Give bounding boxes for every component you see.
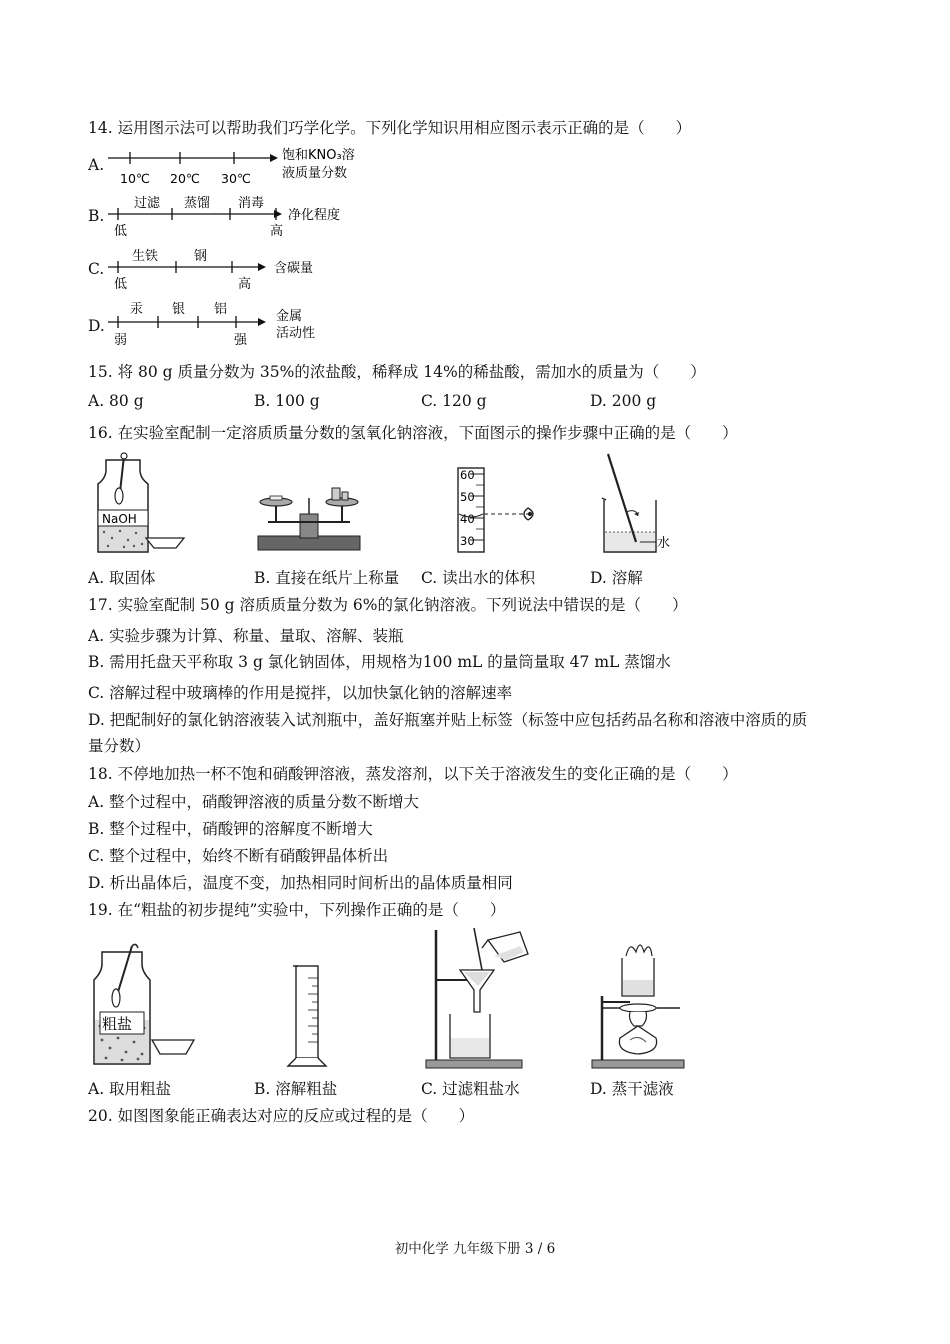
q16-caption-a: A. 取固体 — [88, 569, 156, 587]
q16-caption-c: C. 读出水的体积 — [421, 569, 536, 587]
q14-d-label-silver: 银 — [172, 302, 186, 317]
q14-a-tick-30: 30℃ — [221, 171, 251, 186]
q19-a-bottle-label: 粗盐 — [102, 1015, 133, 1033]
page-footer: 初中化学 九年级下册 3 / 6 — [394, 1241, 556, 1257]
q14-a-tick-20: 20℃ — [170, 171, 200, 186]
q16-c-cylinder-image — [440, 464, 560, 556]
q19-caption-d: D. 蒸干滤液 — [590, 1080, 674, 1098]
q14-option-b-letter: B. — [88, 207, 105, 225]
q14-a-end-label-2: 液质量分数 — [282, 166, 348, 181]
q14-d-strong: 强 — [234, 333, 248, 348]
q19-a-bottle-image — [88, 940, 198, 1070]
q14-b-label-disinfect: 消毒 — [238, 196, 265, 211]
q14-d-end-label-1: 金属 — [276, 309, 303, 324]
q16-c-tick-50: 50 — [460, 490, 475, 504]
q14-option-d-letter: D. — [88, 317, 105, 335]
q18-option-a: A. 整个过程中，硝酸钾溶液的质量分数不断增大 — [88, 793, 420, 811]
q16-stem: 16. 在实验室配制一定溶质质量分数的氢氧化钠溶液，下面图示的操作步骤中正确的是（ ） — [88, 424, 738, 442]
q16-c-tick-40: 40 — [460, 512, 475, 526]
q17-stem: 17. 实验室配制 50 g 溶质质量分数为 6%的氯化钠溶液。下列说法中错误的是（ ） — [88, 596, 688, 614]
q16-c-tick-30: 30 — [460, 534, 475, 548]
q14-b-end-label: 净化程度 — [288, 208, 341, 223]
q18-option-d: D. 析出晶体后，温度不变，加热相同时间析出的晶体质量相同 — [88, 874, 513, 892]
q15-option-a: A. 80 g — [88, 392, 144, 410]
q14-c-end-label: 含碳量 — [274, 261, 314, 276]
q14-option-c-letter: C. — [88, 260, 105, 278]
q14-option-d-diagram — [108, 296, 368, 348]
q20-stem: 20. 如图图象能正确表达对应的反应或过程的是（ ） — [88, 1107, 475, 1125]
q14-b-label-filter: 过滤 — [134, 196, 161, 211]
q17-option-d: D. 把配制好的氯化钠溶液装入试剂瓶中，盖好瓶塞并贴上标签（标签中应包括药品名称和溶液中溶质的质 — [88, 711, 808, 729]
q14-a-end-label-1: 饱和KNO₃溶 — [282, 148, 355, 163]
q14-d-label-aluminum: 铝 — [214, 302, 228, 317]
q18-option-c: C. 整个过程中，始终不断有硝酸钾晶体析出 — [88, 847, 389, 865]
q14-c-low: 低 — [114, 277, 128, 292]
q19-d-evaporation-image — [590, 936, 700, 1070]
q14-b-label-distill: 蒸馏 — [184, 196, 211, 211]
q17-option-c: C. 溶解过程中玻璃棒的作用是搅拌，以加快氯化钠的溶解速率 — [88, 684, 513, 702]
q15-option-c: C. 120 g — [421, 392, 487, 410]
q16-caption-b: B. 直接在纸片上称量 — [254, 569, 400, 587]
q19-stem: 19. 在“粗盐的初步提纯”实验中，下列操作正确的是（ ） — [88, 901, 506, 919]
q19-caption-b: B. 溶解粗盐 — [254, 1080, 338, 1098]
q17-option-d-continued: 量分数） — [88, 737, 151, 755]
q19-caption-c: C. 过滤粗盐水 — [421, 1080, 520, 1098]
q14-a-tick-10: 10℃ — [120, 171, 150, 186]
q19-b-cylinder-image — [280, 962, 340, 1070]
q14-option-c-diagram — [108, 243, 368, 293]
q14-option-b-diagram — [108, 190, 368, 240]
q17-option-b: B. 需用托盘天平称取 3 g 氯化钠固体，用规格为100 mL 的量筒量取 47 mL 蒸馏水 — [88, 653, 671, 671]
q19-c-filtration-image — [424, 926, 544, 1070]
q16-a-bottle-image — [88, 452, 188, 556]
q14-b-high: 高 — [270, 224, 284, 239]
q18-option-b: B. 整个过程中，硝酸钾的溶解度不断增大 — [88, 820, 373, 838]
q15-option-b: B. 100 g — [254, 392, 320, 410]
q14-d-end-label-2: 活动性 — [276, 326, 316, 341]
q16-caption-d: D. 溶解 — [590, 569, 643, 587]
q15-option-d: D. 200 g — [590, 392, 657, 410]
q14-c-label-pig-iron: 生铁 — [132, 249, 159, 264]
q16-b-balance-image — [254, 484, 364, 554]
q19-caption-a: A. 取用粗盐 — [88, 1080, 172, 1098]
q14-c-high: 高 — [238, 277, 252, 292]
q17-option-a: A. 实验步骤为计算、称量、量取、溶解、装瓶 — [88, 627, 404, 645]
q14-option-a-letter: A. — [88, 156, 105, 174]
q14-d-weak: 弱 — [114, 333, 128, 348]
q14-d-label-mercury: 汞 — [130, 302, 144, 317]
q16-d-beaker-image — [596, 452, 696, 556]
q16-a-bottle-label: NaOH — [102, 512, 137, 526]
q16-d-water-label: 水 — [657, 536, 671, 551]
eye-icon — [528, 512, 532, 516]
q15-stem: 15. 将 80 g 质量分数为 35%的浓盐酸，稀释成 14%的稀盐酸，需加水的质量为（ ） — [88, 363, 706, 381]
q14-c-label-steel: 钢 — [194, 249, 208, 264]
q14-stem: 14. 运用图示法可以帮助我们巧学化学。下列化学知识用相应图示表示正确的是（ ） — [88, 119, 692, 137]
q18-stem: 18. 不停地加热一杯不饱和硝酸钾溶液，蒸发溶剂，以下关于溶液发生的变化正确的是（ ） — [88, 765, 738, 783]
q16-c-tick-60: 60 — [460, 468, 475, 482]
q14-option-a-diagram — [108, 140, 368, 190]
q14-b-low: 低 — [114, 224, 128, 239]
